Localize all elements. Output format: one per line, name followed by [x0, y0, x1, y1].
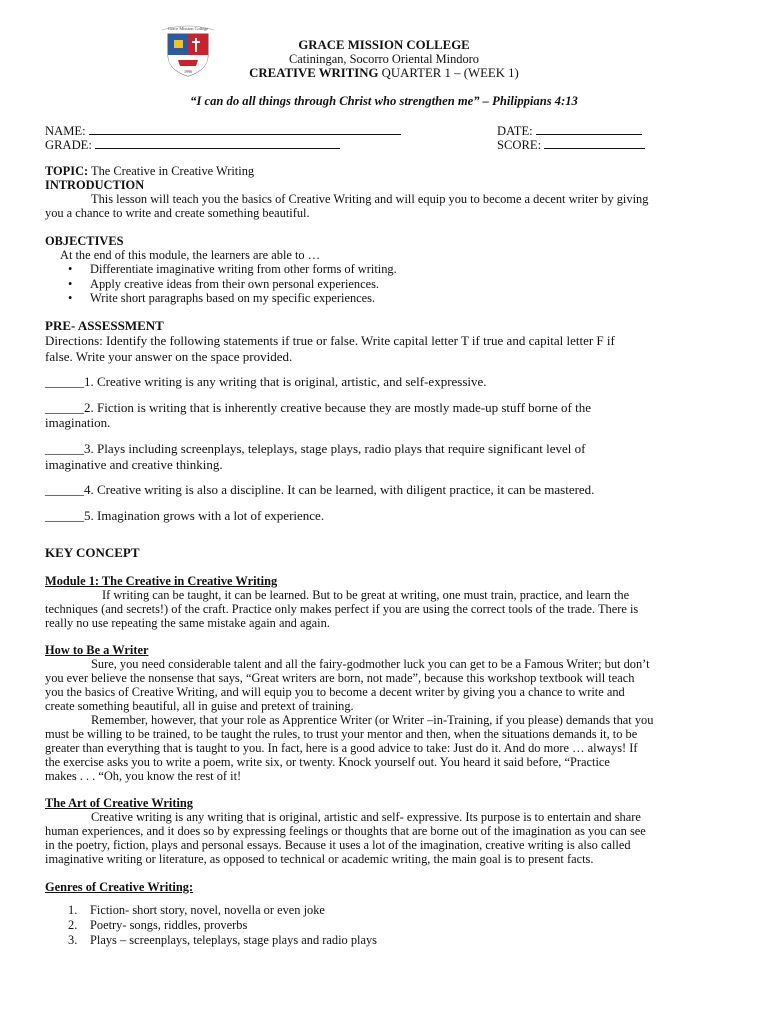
grade-label: GRADE:	[45, 138, 92, 152]
writer-line: the exercise asks you to write a poem, write six, or twenty. Knock yourself out. You heard it said before, “Practice	[45, 755, 610, 769]
how-to-be-writer-heading: How to Be a Writer	[45, 643, 149, 657]
art-line: Creative writing is any writing that is original, artistic and self- expressive. Its purpose is to entertain and share	[91, 810, 641, 824]
art-of-creative-writing-heading: The Art of Creative Writing	[45, 796, 193, 810]
introduction-line-1: This lesson will teach you the basics of Creative Writing and will equip you to become a decent writer by giving	[91, 192, 649, 206]
writer-line: create something beautiful, all in guise and pretext of training.	[45, 699, 354, 713]
writer-line: greater than everything that is taught to you. In fact, here is a good advice to take: Just do it. And do more … always! If	[45, 741, 638, 755]
assessment-item-2: ______2. Fiction is writing that is inherently creative because they are mostly made-up stuff borne of the	[45, 400, 591, 415]
score-blank[interactable]	[544, 137, 645, 149]
writer-line: must be willing to be trained, to be taught the rules, to trust your mentor and then, when the situations demands it, to be	[45, 727, 638, 741]
genre-number: 3.	[68, 933, 78, 947]
subject-line	[0, 66, 768, 81]
name-blank[interactable]	[89, 123, 401, 135]
assessment-item-5: ______5. Imagination grows with a lot of experience.	[45, 508, 325, 523]
assessment-item-3-cont: imaginative and creative thinking.	[45, 457, 223, 472]
directions-line-1: Directions: Identify the following statements if true or false. Write capital letter T if true and capital letter F if	[45, 333, 615, 348]
writer-line: you ever believe the nonsense that says, “Great writers are born, not made”, because this workshop textbook will teach	[45, 671, 635, 685]
genre-item: Plays – screenplays, teleplays, stage plays and radio plays	[90, 933, 377, 947]
objective-item: Apply creative ideas from their own personal experiences.	[90, 277, 380, 291]
objectives-intro: At the end of this module, the learners are able to …	[60, 248, 321, 262]
genre-number: 2.	[68, 918, 78, 932]
key-concept-heading: KEY CONCEPT	[45, 545, 140, 560]
art-line: imaginative writing or literature, as opposed to technical or academic writing, the main goal is to present facts.	[45, 852, 594, 866]
subject-quarter: QUARTER 1 – (WEEK 1)	[378, 66, 519, 80]
directions-line-2: false. Write your answer on the space provided.	[45, 349, 293, 364]
school-address: Catiningan, Socorro Oriental Mindoro	[289, 52, 479, 66]
introduction-heading: INTRODUCTION	[45, 178, 145, 192]
bullet-icon: •	[68, 262, 73, 276]
art-line: human experiences, and it does so by expressing feelings or thoughts that are borne out of the imagination as you can see	[45, 824, 646, 838]
topic-text: The Creative in Creative Writing	[88, 164, 255, 178]
module-line: techniques (and secrets!) of the craft. Practice only makes perfect if you are using the correct tools of the trade. There is	[45, 602, 639, 616]
bullet-icon: •	[68, 291, 73, 305]
genre-number: 1.	[68, 903, 78, 917]
bible-verse: “I can do all things through Christ who strengthen me” – Philippians 4:13	[190, 94, 578, 108]
bullet-icon: •	[68, 277, 73, 291]
module-line: If writing can be taught, it can be learned. But to be great at writing, one must train, practice, and learn the	[102, 588, 630, 602]
grade-blank[interactable]	[95, 137, 340, 149]
writer-line: makes . . . “Oh, you know the rest of it!	[45, 769, 242, 783]
writer-line: you the basics of Creative Writing, and will equip you to become a decent writer by giving you a chance to write and	[45, 685, 625, 699]
grade-field	[45, 137, 340, 153]
assessment-item-4: ______4. Creative writing is also a discipline. It can be learned, with diligent practice, it can be mastered.	[45, 482, 595, 497]
module-heading: Module 1: The Creative in Creative Writing	[45, 574, 278, 588]
svg-text:1996: 1996	[184, 69, 192, 74]
pre-assessment-heading: PRE- ASSESSMENT	[45, 318, 164, 333]
assessment-item-3: ______3. Plays including screenplays, teleplays, stage plays, radio plays that require significant level of	[45, 441, 586, 456]
topic-line	[45, 164, 721, 178]
score-label: SCORE:	[497, 138, 542, 152]
objectives-heading: OBJECTIVES	[45, 234, 124, 248]
topic-label: TOPIC:	[45, 164, 89, 178]
school-name: GRACE MISSION COLLEGE	[298, 38, 470, 52]
genre-item: Poetry- songs, riddles, proverbs	[90, 918, 248, 932]
genre-item: Fiction- short story, novel, novella or even joke	[90, 903, 325, 917]
writer-line: Sure, you need considerable talent and all the fairy-godmother luck you can get to be a Famous Writer; but don’t	[91, 657, 650, 671]
objective-item: Write short paragraphs based on my specific experiences.	[90, 291, 376, 305]
svg-text:Grace Mission College: Grace Mission College	[167, 26, 209, 31]
score-field	[497, 137, 645, 153]
date-label: DATE:	[497, 124, 533, 138]
objective-item: Differentiate imaginative writing from other forms of writing.	[90, 262, 397, 276]
date-blank[interactable]	[536, 123, 642, 135]
genres-heading: Genres of Creative Writing:	[45, 880, 194, 894]
subject-title: CREATIVE WRITING	[249, 66, 379, 80]
name-label: NAME:	[45, 124, 86, 138]
introduction-line-2: you a chance to write and create something beautiful.	[45, 206, 310, 220]
art-line: in the poetry, fiction, plays and personal essays. Because it uses a lot of the imagination, creative writing is also called	[45, 838, 631, 852]
module-line: really no use repeating the same mistake again and again.	[45, 616, 330, 630]
assessment-item-1: ______1. Creative writing is any writing that is original, artistic, and self-expressive.	[45, 374, 487, 389]
writer-line: Remember, however, that your role as Apprentice Writer (or Writer –in-Training, if you please) demands that you	[91, 713, 654, 727]
assessment-item-2-cont: imagination.	[45, 415, 111, 430]
